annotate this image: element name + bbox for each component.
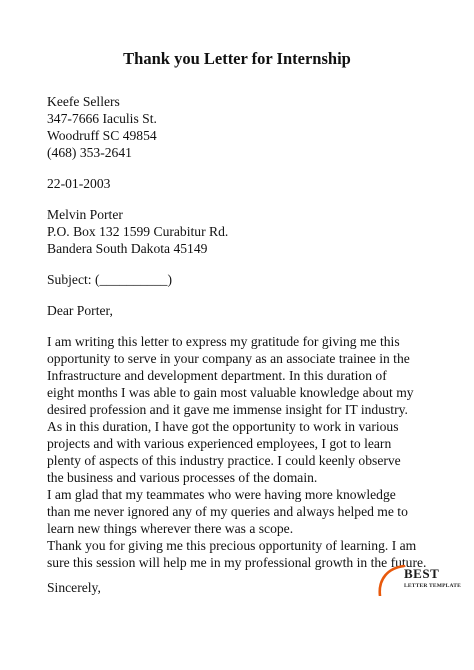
letter-date: 22-01-2003: [47, 176, 111, 191]
body-line: I am glad that my teammates who were having more knowledge: [47, 487, 396, 502]
best-letter-template-logo: [374, 563, 460, 596]
letter-title: Thank you Letter for Internship: [123, 49, 351, 68]
body-line: than me never ignored any of my queries and always helped me to: [47, 504, 408, 519]
swoosh-icon: [374, 563, 408, 596]
body-line: I am writing this letter to express my gratitude for giving me this: [47, 334, 400, 349]
recipient-address-line-2: Bandera South Dakota 45149: [47, 241, 208, 256]
blank-margin: [0, 596, 474, 670]
body-line: sure this session will help me in my professional growth in the future.: [47, 555, 427, 570]
body-line: Infrastructure and development department. In this duration of: [47, 368, 387, 383]
body-line: desired profession and it gave me immense insight for IT industry.: [47, 402, 408, 417]
body-line: eight months I was able to gain most valuable knowledge about my: [47, 385, 414, 400]
recipient-name: Melvin Porter: [47, 207, 123, 222]
body-line: learn new things wherever there was a scope.: [47, 521, 294, 536]
body-line: Thank you for giving me this precious opportunity of learning. I am: [47, 538, 417, 553]
logo-word: BEST: [404, 566, 440, 581]
recipient-address-line-1: P.O. Box 132 1599 Curabitur Rd.: [47, 224, 229, 239]
body-line: plenty of aspects of this industry practice. I could keenly observe: [47, 453, 401, 468]
body-line: As in this duration, I have got the opportunity to work in various: [47, 419, 399, 434]
subject-line: Subject: (__________): [47, 272, 172, 287]
sender-address-line-1: 347-7666 Iaculis St.: [47, 111, 157, 126]
sender-name: Keefe Sellers: [47, 94, 120, 109]
body-line: projects and with various experienced employees, I got to learn: [47, 436, 392, 451]
logo-subtitle: LETTER TEMPLATE: [404, 583, 462, 589]
body-line: the business and various processes of the domain.: [47, 470, 318, 485]
sender-address-line-2: Woodruff SC 49854: [47, 128, 157, 143]
closing: Sincerely,: [47, 580, 101, 595]
sender-phone: (468) 353-2641: [47, 145, 132, 160]
body-line: opportunity to serve in your company as an associate trainee in the: [47, 351, 410, 366]
salutation: Dear Porter,: [47, 303, 113, 318]
